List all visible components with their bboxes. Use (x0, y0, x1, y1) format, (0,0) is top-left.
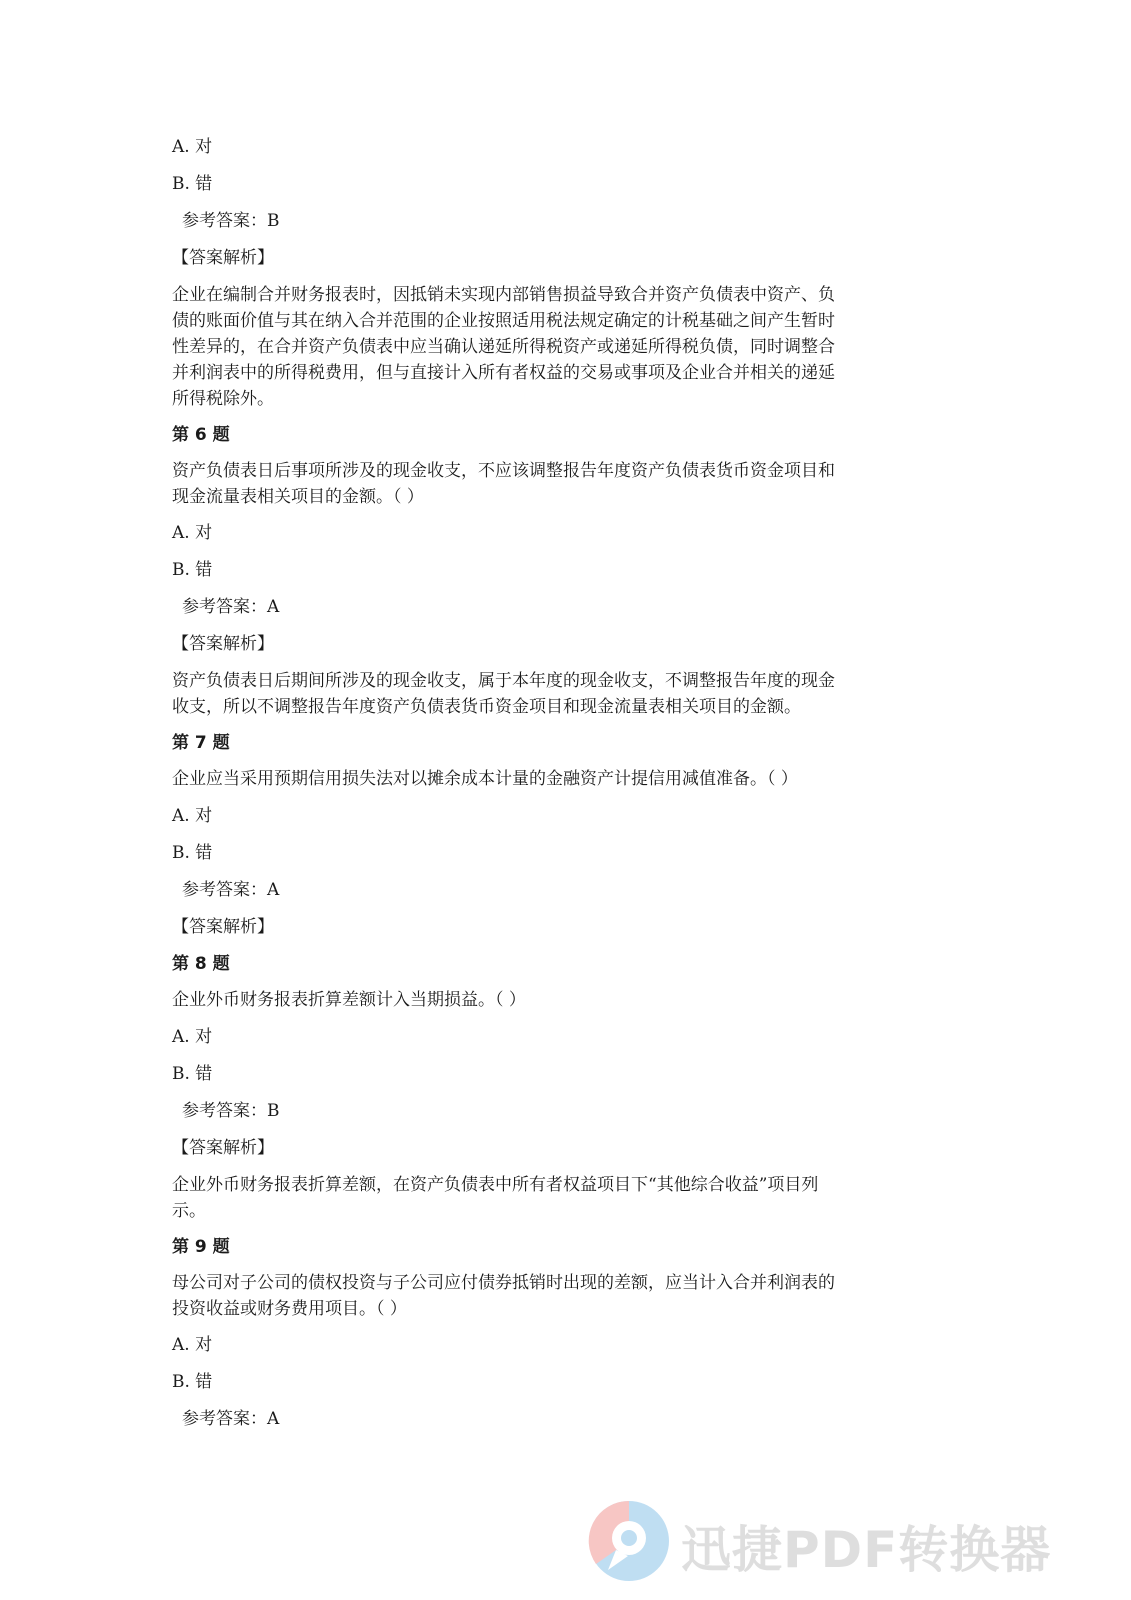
q6-analysis-header: 【答案解析】 (172, 634, 274, 654)
q5-analysis-line: 并利润表中的所得税费用，但与直接计入所有者权益的交易或事项及企业合并相关的递延 (172, 363, 835, 383)
q7-option-b: B. 错 (172, 843, 213, 863)
q5-analysis-line: 性差异的，在合并资产负债表中应当确认递延所得税资产或递延所得税负债，同时调整合 (172, 337, 835, 357)
document-page (172, 134, 962, 1443)
q6-reference-answer: 参考答案：A (182, 597, 280, 617)
q5-reference-answer: 参考答案：B (182, 211, 280, 231)
q5-option-a: A. 对 (172, 137, 213, 157)
q9-option-a: A. 对 (172, 1335, 213, 1355)
q6-analysis (172, 668, 962, 720)
q6-stem-line: 现金流量表相关项目的金额。（ ） (172, 487, 424, 507)
q9-stem-line: 母公司对子公司的债权投资与子公司应付债券抵销时出现的差额，应当计入合并利润表的 (172, 1273, 835, 1293)
q5-analysis (172, 282, 962, 412)
q9-reference-answer: 参考答案：A (182, 1409, 280, 1429)
q9-stem (172, 1270, 962, 1322)
q8-analysis-line: 示。 (172, 1201, 206, 1221)
q8-analysis-header: 【答案解析】 (172, 1138, 274, 1158)
q9-stem-line: 投资收益或财务费用项目。（ ） (172, 1299, 407, 1319)
q9-title: 第 9 题 (172, 1237, 230, 1257)
q8-title: 第 8 题 (172, 954, 230, 974)
q7-stem: 企业应当采用预期信用损失法对以摊余成本计量的金融资产计提信用减值准备。（ ） (172, 769, 798, 789)
q6-stem (172, 458, 962, 510)
q6-option-a: A. 对 (172, 523, 213, 543)
q5-analysis-line: 所得税除外。 (172, 389, 274, 409)
watermark (586, 1496, 1106, 1586)
q5-analysis-line: 企业在编制合并财务报表时，因抵销未实现内部销售损益导致合并资产负债表中资产、负 (172, 285, 835, 305)
q7-title: 第 7 题 (172, 733, 230, 753)
q6-analysis-line: 资产负债表日后期间所涉及的现金收支，属于本年度的现金收支，不调整报告年度的现金 (172, 671, 835, 691)
q6-analysis-line: 收支，所以不调整报告年度资产负债表货币资金项目和现金流量表相关项目的金额。 (172, 697, 801, 717)
q7-analysis-header: 【答案解析】 (172, 917, 274, 937)
q7-option-a: A. 对 (172, 806, 213, 826)
q8-option-a: A. 对 (172, 1027, 213, 1047)
q6-option-b: B. 错 (172, 560, 213, 580)
q5-option-b: B. 错 (172, 174, 213, 194)
q5-analysis-line: 债的账面价值与其在纳入合并范围的企业按照适用税法规定确定的计税基础之间产生暂时 (172, 311, 835, 331)
q8-analysis (172, 1172, 962, 1224)
q5-analysis-header: 【答案解析】 (172, 248, 274, 268)
q7-reference-answer: 参考答案：A (182, 880, 280, 900)
q8-analysis-line: 企业外币财务报表折算差额，在资产负债表中所有者权益项目下“其他综合收益”项目列 (172, 1175, 819, 1195)
q8-reference-answer: 参考答案：B (182, 1101, 280, 1121)
q6-stem-line: 资产负债表日后事项所涉及的现金收支，不应该调整报告年度资产负债表货币资金项目和 (172, 461, 835, 481)
q9-option-b: B. 错 (172, 1372, 213, 1392)
q8-stem: 企业外币财务报表折算差额计入当期损益。（ ） (172, 990, 526, 1010)
watermark-text: 迅捷PDF转换器 (681, 1521, 1052, 1579)
q6-title: 第 6 题 (172, 425, 230, 445)
xunjie-logo-icon (586, 1498, 672, 1584)
q8-option-b: B. 错 (172, 1064, 213, 1084)
